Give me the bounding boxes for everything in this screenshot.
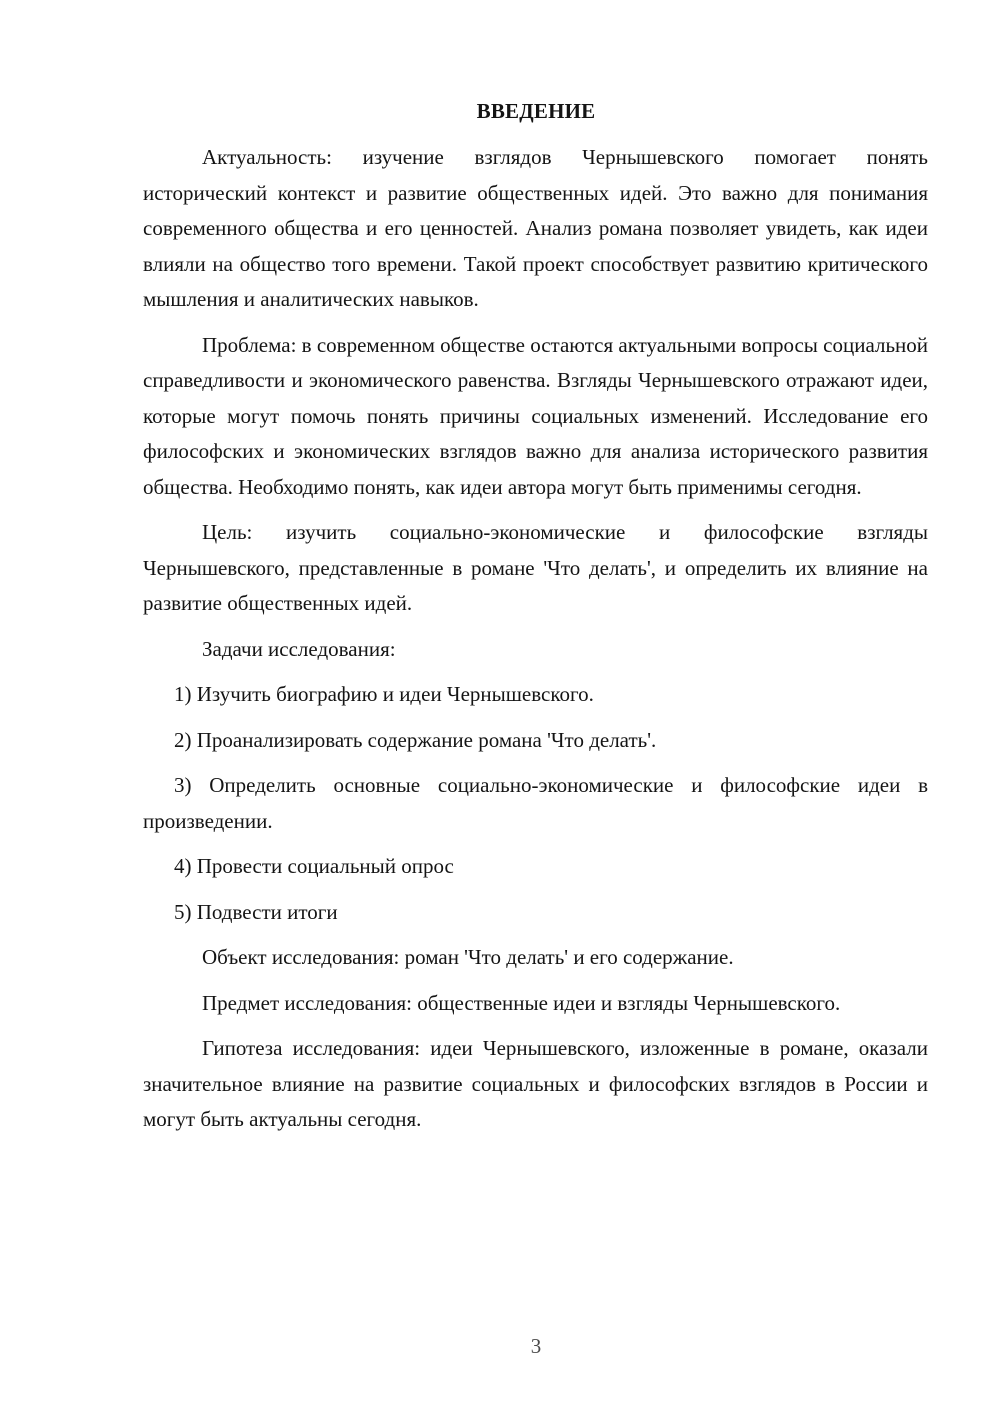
page-number: 3	[530, 1334, 542, 1358]
task-item: 3) Определить основные социально-экономические и философские идеи в произведении.	[143, 773, 928, 833]
relevance-paragraph: Актуальность: изучение взглядов Чернышевского помогает понять исторический контекст и развитие общественных идей. Это важно для понимания современного общества и его ценностей. Анализ романа позволяет увидеть, как идеи влияли на общество того времени. Такой проект способствует развитию критического мышления и аналитических навыков.	[143, 145, 928, 311]
hypothesis-paragraph: Гипотеза исследования: идеи Чернышевского, изложенные в романе, оказали значительное влияние на развитие социальных и философских взглядов в России и могут быть актуальны сегодня.	[143, 1036, 928, 1131]
subject-paragraph: Предмет исследования: общественные идеи и взгляды Чернышевского.	[202, 990, 841, 1015]
page-title: ВВЕДЕНИЕ	[476, 99, 596, 123]
tasks-heading: Задачи исследования:	[202, 636, 396, 661]
page-body	[143, 140, 928, 1148]
task-item: 1) Изучить биографию и идеи Чернышевского.	[174, 682, 594, 706]
task-item: 4) Провести социальный опрос	[174, 854, 454, 878]
object-paragraph: Объект исследования: роман 'Что делать' и его содержание.	[202, 945, 734, 969]
task-item: 2) Проанализировать содержание романа 'Что делать'.	[174, 727, 657, 752]
task-item: 5) Подвести итоги	[174, 899, 338, 924]
goal-paragraph: Цель: изучить социально-экономические и философские взгляды Чернышевского, представленные в романе 'Что делать', и определить их влияние на развитие общественных идей.	[143, 520, 928, 615]
problem-paragraph: Проблема: в современном обществе остаются актуальными вопросы социальной справедливости и экономического равенства. Взгляды Чернышевского отражают идеи, которые могут помочь понять причины социальных изменений. Исследование его философских и экономических взглядов важно для анализа исторического развития общества. Необходимо понять, как идеи автора могут быть применимы сегодня.	[143, 332, 928, 499]
